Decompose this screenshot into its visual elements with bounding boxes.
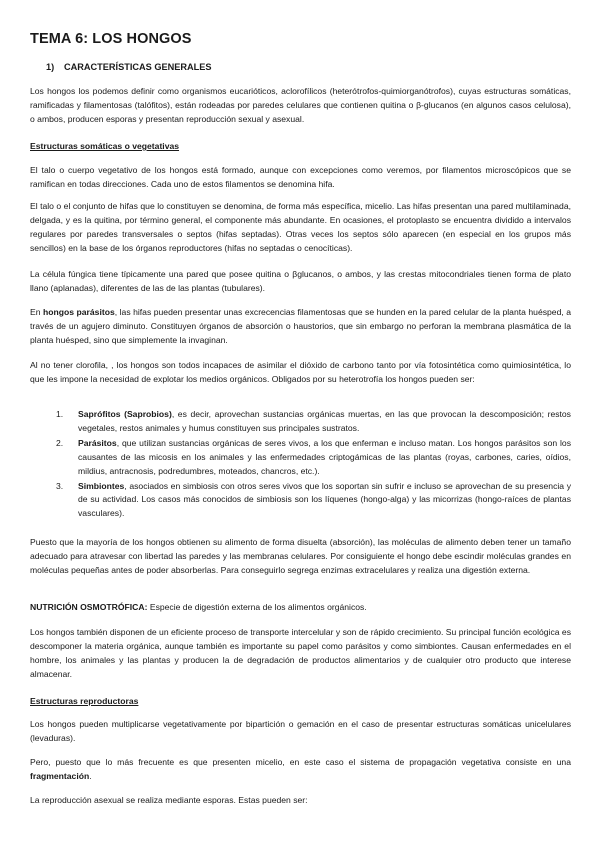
list-term: Saprófitos (Saprobios) xyxy=(78,409,172,419)
list-item xyxy=(56,480,571,522)
somatic-heading-text: Estructuras somáticas o vegetativas xyxy=(30,141,180,151)
list-item xyxy=(56,437,571,479)
fragmentacion-post: . xyxy=(89,770,92,781)
intro-paragraph: Los hongos los podemos definir como organismos eucarióticos, aclorofílicos (heterótrofos-quimiorganótrofos), cuyas estructuras somáticas, ramificadas y filamentosas (talófitos), están rodeadas por paredes celulares que contienen quitina o β-glucanos (en algunos casos celulosa), o ambos, producen esporas y presentan reproducción sexual y asexual. xyxy=(30,86,571,124)
section-heading xyxy=(46,62,212,72)
heterotrophy-list xyxy=(30,408,571,521)
paragraph-parasitos xyxy=(30,306,571,348)
list-marker: 1. xyxy=(56,409,64,419)
paragraph-fragmentacion xyxy=(30,756,571,784)
list-item xyxy=(56,408,571,436)
parasitos-pre: En xyxy=(30,307,44,317)
section-title: CARACTERÍSTICAS GENERALES xyxy=(64,62,212,72)
list-marker: 3. xyxy=(56,480,64,491)
list-term: Parásitos xyxy=(78,437,117,448)
paragraph-multiplicarse: Los hongos pueden multiplicarse vegetativamente por bipartición o gemación en el caso de presentar estructuras somáticas unicelulares (levaduras). xyxy=(30,719,571,743)
page-title: TEMA 6: LOS HONGOS xyxy=(30,31,192,47)
paragraph-talo: El talo o cuerpo vegetativo de los hongos está formado, aunque con excepciones como veremos, por filamentos microscópicos que se ramifican en todas direcciones. Cada uno de estos filamentos se denomina hifa. xyxy=(30,165,571,189)
section-number: 1) xyxy=(46,62,55,72)
somatic-heading xyxy=(30,140,571,154)
paragraph-esporas: La reproducción asexual se realiza mediante esporas. Estas pueden ser: xyxy=(30,795,308,805)
paragraph-absorcion: Puesto que la mayoría de los hongos obtienen su alimento de forma disuelta (absorción), las moléculas de alimento deben tener un tamaño adecuado para atravesar con libertad las paredes y las membranas celulares. Por consiguiente el hongo debe escindir moléculas grandes en moléculas pequeñas antes de poder absorberlas. Para conseguirlo segrega enzimas extracelulares y realiza una digestión externa. xyxy=(30,537,571,575)
paragraph-transporte: Los hongos también disponen de un eficiente proceso de transporte intercelular y son de rápido crecimiento. Su principal función ecológica es descomponer la materia orgánica, aunque también es importante su papel como parásitos y como simbiontes. Causan enfermedades en el hombre, los animales y las plantas y producen la de degradación de productos alimentarios y de cualquier otro producto que interese almacenar. xyxy=(30,627,571,679)
paragraph-nutricion xyxy=(30,601,571,615)
paragraph-micelio: El talo o el conjunto de hifas que lo constituyen se denomina, de forma más específica, micelio. Las hifas presentan una pared multilaminada, delgada, y es la quitina, por término general, el componente más abundante. En ocasiones, el protoplasto se encuentra dividido a intervalos regulares por paredes transversales o septos (hifas septadas). Otras veces los septos sólo aparecen (en especial en los grupos más sencillos) en la base de los órganos reproductores (hifas no septadas o cenocíticas). xyxy=(30,201,571,253)
list-text: , es decir, aprovechan sustancias orgánicas muertas, en las que provocan la descomposición; restos vegetales, restos animales y humus constituyen sus principales sustratos. xyxy=(78,409,571,433)
paragraph-celula: La célula fúngica tiene típicamente una pared que posee quitina o βglucanos, o ambos, y las crestas mitocondriales tienen forma de plato llano (aplanadas), diferentes de las de las plantas (tubulares). xyxy=(30,269,571,293)
parasitos-post: , las hifas pueden presentar unas excrecencias filamentosas que se hunden en la pared celular de la planta huésped, a través de un agujero diminuto. Constituyen órganos de absorción o haustorios, que sin embargo no perforan la membrana plasmática de la planta huésped, sino que simplemente la invaginan. xyxy=(30,307,572,345)
list-text: , que utilizan sustancias orgánicas de seres vivos, a los que enferman e incluso matan. Los hongos parásitos son los causantes de las micosis en los animales y las enfermedades criptogámicas de las plantas (royas, carbones, caries, oídios, mildius, antracnosis, podredumbres, moteados, chancros, etc.). xyxy=(78,437,571,476)
paragraph-clorofila: Al no tener clorofila, , los hongos son todos incapaces de asimilar el dióxido de carbono tanto por vía fotosintética como quimiosintética, lo que les impone la necesidad de explotar los medios orgánicos. Obligados por su heterotrofía los hongos pueden ser: xyxy=(30,360,571,384)
fragmentacion-pre: Pero, puesto que lo más frecuente es que presenten micelio, en este caso el sistema de propagación vegetativa consiste en una xyxy=(30,757,571,767)
list-text: , asociados en simbiosis con otros seres vivos que los soportan sin sufrir e incluso se aprovechan de su presencia y de su actividad. Los casos más conocidos de simbiosis son los líquenes (hongo-alga) y las micorrizas (hongo-raíces de plantas vasculares). xyxy=(78,480,571,519)
list-marker: 2. xyxy=(56,437,64,448)
list-term: Simbiontes xyxy=(78,480,125,491)
repro-heading-text: Estructuras reproductoras xyxy=(30,696,139,706)
repro-heading xyxy=(30,695,571,709)
nutricion-bold: NUTRICIÓN OSMOTRÓFICA: xyxy=(30,602,148,612)
nutricion-text: Especie de digestión externa de los alimentos orgánicos. xyxy=(147,602,367,612)
fragmentacion-bold: fragmentación xyxy=(30,770,90,781)
parasitos-bold: hongos parásitos xyxy=(43,307,115,317)
